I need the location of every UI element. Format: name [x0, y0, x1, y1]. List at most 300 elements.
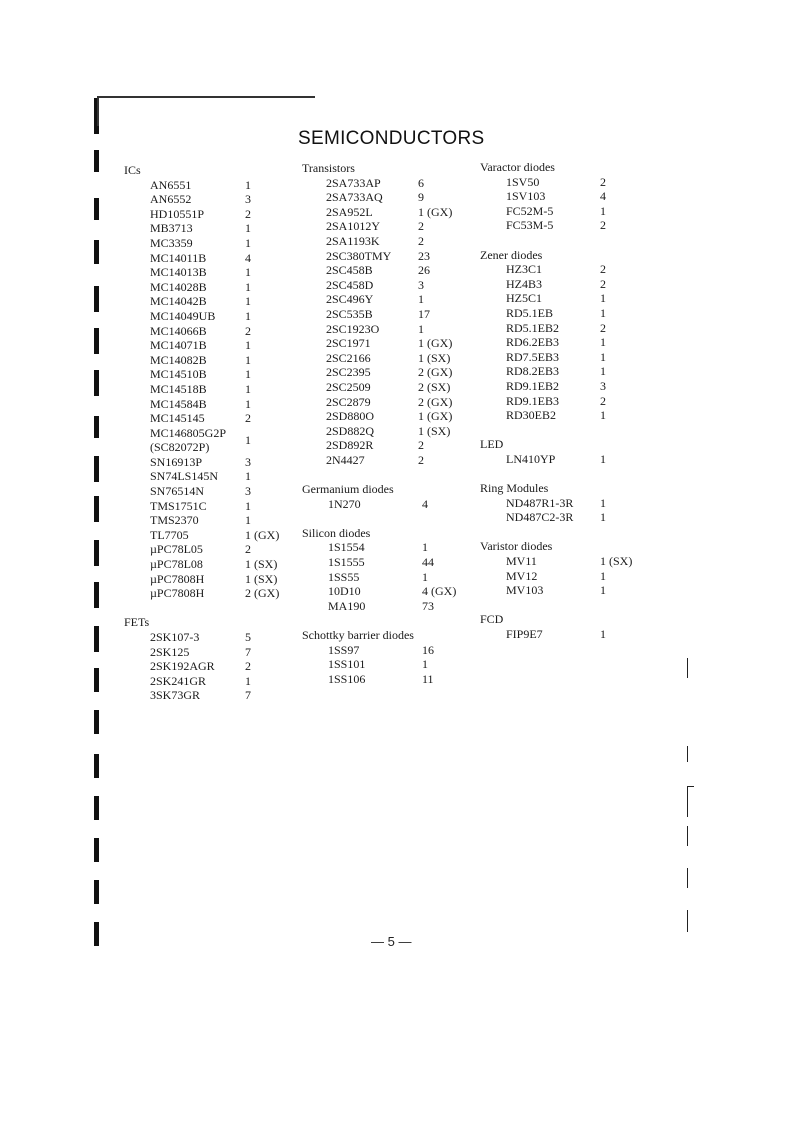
- list-item: [124, 353, 294, 368]
- quantity: 4: [600, 189, 606, 204]
- part-number: 2SC458B: [326, 263, 373, 278]
- list-item: [480, 306, 650, 321]
- quantity: 1: [245, 294, 251, 309]
- scan-edge-rule: [97, 96, 315, 98]
- quantity: 1: [422, 569, 428, 584]
- part-number: RD7.5EB3: [506, 349, 560, 364]
- list-item: [480, 291, 650, 306]
- quantity: 4: [422, 496, 428, 511]
- quantity: 1: [245, 432, 251, 447]
- part-number: MC14028B: [150, 279, 207, 294]
- quantity: 2: [600, 174, 606, 189]
- list-item: [302, 176, 472, 191]
- list-item: [124, 513, 294, 528]
- fets-list: [124, 630, 294, 703]
- schottky-list: [302, 643, 472, 687]
- quantity: 2: [418, 452, 424, 467]
- list-item: [302, 657, 472, 672]
- quantity: 1: [600, 627, 606, 641]
- quantity: 1: [245, 498, 251, 513]
- list-item: [124, 338, 294, 353]
- binding-mark: [94, 416, 99, 438]
- part-number: 1SV50: [506, 174, 540, 189]
- list-item: [302, 292, 472, 307]
- list-item: [124, 484, 294, 499]
- binding-mark: [94, 838, 99, 862]
- list-item: [302, 205, 472, 220]
- part-number: TL7705: [150, 527, 189, 542]
- part-number: 3SK73GR: [150, 688, 201, 703]
- section-heading: Varactor diodes: [480, 160, 555, 174]
- quantity: 17: [418, 306, 430, 321]
- list-item: [302, 249, 472, 264]
- list-item: [124, 280, 294, 295]
- quantity: 1: [600, 495, 606, 510]
- part-number: 2N4427: [326, 452, 365, 467]
- part-number: MC14518B: [150, 381, 207, 396]
- part-number: 2SC458D: [326, 277, 374, 292]
- ics-list: [124, 178, 294, 601]
- list-item: [124, 397, 294, 412]
- quantity: 1: [245, 673, 251, 688]
- list-item: [124, 426, 294, 455]
- binding-mark: [94, 880, 99, 904]
- part-number: ND487C2-3R: [506, 510, 574, 525]
- list-item: [480, 394, 650, 409]
- quantity: 2: [600, 218, 606, 233]
- list-item: [302, 219, 472, 234]
- section-heading: Germanium diodes: [302, 482, 394, 497]
- part-number: SN76514N: [150, 484, 205, 499]
- part-number: RD9.1EB2: [506, 378, 560, 393]
- quantity: 73: [422, 598, 434, 613]
- varactor-list: [480, 175, 650, 233]
- part-number: MC14082B: [150, 352, 207, 367]
- part-number: µPC7808H: [150, 571, 205, 586]
- list-item: [302, 424, 472, 439]
- list-item: [124, 674, 294, 689]
- quantity: 3: [245, 454, 251, 469]
- part-number: 1SS97: [328, 642, 360, 657]
- part-number: MC3359: [150, 235, 193, 250]
- part-number: AN6551: [150, 177, 192, 192]
- list-item: [124, 324, 294, 339]
- list-item: [480, 277, 650, 292]
- binding-mark: [94, 754, 99, 778]
- column-left: [124, 163, 294, 703]
- part-number: 2SC2395: [326, 365, 371, 380]
- list-item: [302, 599, 472, 614]
- part-number: 1SV103: [506, 189, 546, 204]
- scan-edge-mark: [687, 910, 688, 932]
- list-item: [480, 496, 650, 511]
- part-number: HZ3C1: [506, 262, 542, 277]
- column-middle: [302, 161, 472, 686]
- quantity: 2: [600, 393, 606, 408]
- part-number: µPC78L08: [150, 557, 203, 572]
- list-item: [480, 554, 650, 569]
- section-heading: Ring Modules: [480, 481, 549, 496]
- quantity: 1: [600, 364, 606, 379]
- part-number: MC146805G2P: [150, 425, 227, 440]
- list-item: [124, 645, 294, 660]
- part-number: HZ4B3: [506, 276, 542, 291]
- quantity: 2 (GX): [418, 394, 453, 409]
- quantity: 7: [245, 644, 251, 659]
- list-item: [480, 364, 650, 379]
- list-item: [302, 278, 472, 293]
- part-number: 2SC380TMY: [326, 248, 392, 263]
- quantity: 11: [422, 671, 434, 686]
- part-number: MC14013B: [150, 265, 207, 280]
- quantity: 1: [245, 469, 251, 484]
- binding-mark: [94, 668, 99, 692]
- list-item: [302, 365, 472, 380]
- quantity: 1: [245, 381, 251, 396]
- quantity: 3: [600, 378, 606, 393]
- list-item: [124, 469, 294, 484]
- list-item: [480, 189, 650, 204]
- scan-edge-mark: [687, 786, 694, 817]
- list-item: [302, 584, 472, 599]
- list-item: [124, 207, 294, 222]
- binding-mark: [94, 710, 99, 734]
- quantity: 1: [600, 510, 606, 525]
- quantity: 2 (GX): [418, 365, 453, 380]
- part-number: 2SK192AGR: [150, 659, 215, 674]
- binding-mark: [94, 240, 99, 264]
- section-heading: LED: [480, 437, 504, 452]
- list-item: [302, 307, 472, 322]
- part-number: MA190: [328, 598, 366, 613]
- quantity: 1: [245, 367, 251, 382]
- list-item: [302, 234, 472, 249]
- section-heading: ICs: [124, 163, 141, 177]
- quantity: 1 (SX): [418, 350, 451, 365]
- list-item: [302, 322, 472, 337]
- part-number: MB3713: [150, 221, 193, 236]
- quantity: 2: [245, 659, 251, 674]
- quantity: 1: [245, 513, 251, 528]
- list-item: [124, 659, 294, 674]
- quantity: 1 (GX): [418, 409, 453, 424]
- scan-edge-mark: [687, 868, 688, 888]
- part-number: 1SS106: [328, 671, 366, 686]
- binding-mark: [94, 796, 99, 820]
- binding-mark: [94, 370, 99, 396]
- part-number: 2SD882Q: [326, 423, 375, 438]
- part-number: MV103: [506, 583, 544, 598]
- quantity: 1: [600, 583, 606, 598]
- part-number: 2SA952L: [326, 204, 373, 219]
- part-number: µPC78L05: [150, 542, 203, 557]
- binding-mark: [94, 582, 99, 608]
- list-item: [480, 262, 650, 277]
- scan-edge-mark: [687, 826, 688, 846]
- quantity: 1: [600, 335, 606, 350]
- list-item: [124, 455, 294, 470]
- binding-mark: [94, 496, 99, 522]
- zener-list: [480, 262, 650, 423]
- quantity: 1: [422, 657, 428, 672]
- list-item: [124, 221, 294, 236]
- list-item: [302, 643, 472, 658]
- part-number: SN74LS145N: [150, 469, 219, 484]
- quantity: 1: [245, 338, 251, 353]
- quantity: 1: [245, 279, 251, 294]
- quantity: 1: [600, 408, 606, 423]
- quantity: 1: [245, 177, 251, 192]
- quantity: 16: [422, 642, 434, 657]
- part-number: FC52M-5: [506, 203, 554, 218]
- quantity: 1: [245, 221, 251, 236]
- part-number: RD6.2EB3: [506, 335, 560, 350]
- quantity: 1: [245, 396, 251, 411]
- list-item: [480, 321, 650, 336]
- quantity: 2 (GX): [245, 586, 280, 601]
- list-item: [302, 409, 472, 424]
- part-number: 2SK125: [150, 644, 190, 659]
- section-heading: Varistor diodes: [480, 539, 553, 554]
- part-number: SN16913P: [150, 454, 203, 469]
- section-heading: Zener diodes: [480, 247, 543, 262]
- page-title: SEMICONDUCTORS: [298, 128, 485, 149]
- part-number: MC145145: [150, 411, 205, 426]
- list-item: [480, 408, 650, 423]
- part-number: 2SC1971: [326, 336, 371, 351]
- binding-mark: [94, 198, 99, 220]
- list-item: [124, 557, 294, 572]
- part-number: 1SS101: [328, 657, 366, 672]
- quantity: 7: [245, 688, 251, 703]
- quantity: 3: [245, 484, 251, 499]
- list-item: [124, 630, 294, 645]
- list-item: [480, 335, 650, 350]
- list-item: [302, 351, 472, 366]
- quantity: 1: [600, 568, 606, 583]
- list-item: [480, 204, 650, 219]
- germanium-list: [302, 497, 472, 512]
- varistor-list: [480, 554, 650, 598]
- list-item: [302, 190, 472, 205]
- led-list: [480, 452, 650, 467]
- binding-mark: [94, 456, 99, 482]
- quantity: 1 (SX): [418, 423, 451, 438]
- quantity: 1: [418, 292, 424, 307]
- part-number: 2SC2509: [326, 379, 371, 394]
- binding-mark: [94, 150, 99, 172]
- list-item: [480, 583, 650, 598]
- list-item: [124, 294, 294, 309]
- scan-edge-mark: [687, 658, 688, 678]
- quantity: 1 (GX): [245, 527, 280, 542]
- scan-edge-rule: [97, 96, 99, 126]
- binding-mark: [94, 540, 99, 566]
- part-number: MC14066B: [150, 323, 207, 338]
- part-number: ND487R1-3R: [506, 495, 574, 510]
- list-item: [124, 382, 294, 397]
- quantity: 4 (GX): [422, 584, 457, 599]
- section-heading: Transistors: [302, 161, 355, 175]
- part-number: 1S1554: [328, 540, 365, 555]
- list-item: [124, 542, 294, 557]
- part-number: TMS1751C: [150, 498, 207, 513]
- list-item: [480, 452, 650, 467]
- list-item: [124, 528, 294, 543]
- quantity: 1: [600, 451, 606, 466]
- quantity: 1 (GX): [418, 336, 453, 351]
- quantity: 9: [418, 190, 424, 205]
- quantity: 5: [245, 630, 251, 644]
- list-item: [302, 540, 472, 555]
- list-item: [480, 569, 650, 584]
- part-number: MC14071B: [150, 338, 207, 353]
- quantity: 1: [245, 265, 251, 280]
- list-item: [124, 688, 294, 703]
- part-number: 2SK107-3: [150, 630, 200, 644]
- quantity: 2: [600, 320, 606, 335]
- page-number: — 5 —: [371, 934, 412, 949]
- list-item: [124, 265, 294, 280]
- column-right: [480, 160, 650, 642]
- binding-mark: [94, 922, 99, 946]
- quantity: 26: [418, 263, 430, 278]
- quantity: 1: [245, 352, 251, 367]
- part-number: 2SA1012Y: [326, 219, 381, 234]
- scan-edge-mark: [687, 746, 688, 762]
- part-number: MC14584B: [150, 396, 207, 411]
- list-item: [302, 497, 472, 512]
- list-item: [480, 510, 650, 525]
- list-item: [124, 572, 294, 587]
- list-item: [302, 336, 472, 351]
- list-item: [124, 178, 294, 193]
- part-number-alt: (SC82072P): [150, 440, 210, 455]
- part-number: TMS2370: [150, 513, 199, 528]
- part-number: µPC7808H: [150, 586, 205, 601]
- quantity: 2: [245, 206, 251, 221]
- list-item: [124, 192, 294, 207]
- section-heading: Schottky barrier diodes: [302, 628, 414, 642]
- quantity: 1: [600, 305, 606, 320]
- part-number: FC53M-5: [506, 218, 554, 233]
- quantity: 44: [422, 555, 434, 570]
- quantity: 2: [600, 262, 606, 277]
- list-item: [302, 438, 472, 453]
- part-number: MV11: [506, 554, 537, 569]
- list-item: [124, 367, 294, 382]
- part-number: 2SK241GR: [150, 673, 207, 688]
- list-item: [302, 570, 472, 585]
- quantity: 1: [245, 308, 251, 323]
- part-number: 2SC535B: [326, 306, 373, 321]
- part-number: RD9.1EB3: [506, 393, 560, 408]
- list-item: [480, 175, 650, 190]
- part-number: 2SC2879: [326, 394, 371, 409]
- part-number: FIP9E7: [506, 627, 543, 641]
- quantity: 2: [245, 411, 251, 426]
- binding-mark: [94, 328, 99, 354]
- part-number: 2SC1923O: [326, 321, 380, 336]
- list-item: [302, 672, 472, 687]
- quantity: 1: [422, 540, 428, 555]
- list-item: [124, 411, 294, 426]
- quantity: 2: [600, 276, 606, 291]
- ring-list: [480, 496, 650, 525]
- list-item: [124, 236, 294, 251]
- quantity: 3: [245, 192, 251, 207]
- list-item: [480, 218, 650, 233]
- part-number: 2SC496Y: [326, 292, 374, 307]
- part-number: 1N270: [328, 496, 361, 511]
- part-number: HZ5C1: [506, 291, 542, 306]
- quantity: 3: [418, 277, 424, 292]
- part-number: MC14042B: [150, 294, 207, 309]
- quantity: 1 (SX): [245, 571, 278, 586]
- section-heading: FCD: [480, 612, 504, 627]
- quantity: 1: [418, 321, 424, 336]
- quantity: 1: [600, 349, 606, 364]
- list-item: [480, 379, 650, 394]
- list-item: [302, 453, 472, 468]
- quantity: 1: [600, 203, 606, 218]
- part-number: RD30EB2: [506, 408, 557, 423]
- list-item: [480, 350, 650, 365]
- part-number: 2SA1193K: [326, 233, 380, 248]
- quantity: 2: [245, 542, 251, 557]
- part-number: MV12: [506, 568, 538, 583]
- quantity: 1: [245, 235, 251, 250]
- quantity: 2: [245, 323, 251, 338]
- part-number: 2SC2166: [326, 350, 371, 365]
- part-number: 2SA733AQ: [326, 190, 383, 205]
- quantity: 1 (GX): [418, 204, 453, 219]
- binding-mark: [94, 286, 99, 312]
- part-number: 2SA733AP: [326, 175, 381, 190]
- quantity: 2: [418, 219, 424, 234]
- part-number: MC14049UB: [150, 308, 216, 323]
- part-number: 10D10: [328, 584, 361, 599]
- quantity: 1 (SX): [245, 557, 278, 572]
- list-item: [480, 627, 650, 642]
- part-number: RD5.1EB2: [506, 320, 560, 335]
- list-item: [124, 309, 294, 324]
- section-heading: Silicon diodes: [302, 525, 371, 540]
- binding-mark: [94, 626, 99, 652]
- part-number: LN410YP: [506, 451, 556, 466]
- part-number: RD8.2EB3: [506, 364, 560, 379]
- silicon-list: [302, 540, 472, 613]
- part-number: 1S1555: [328, 555, 365, 570]
- list-item: [124, 586, 294, 601]
- transistors-list: [302, 176, 472, 468]
- part-number: AN6552: [150, 192, 192, 207]
- part-number: RD5.1EB: [506, 305, 554, 320]
- fcd-list: [480, 627, 650, 642]
- quantity: 6: [418, 175, 424, 190]
- quantity: 23: [418, 248, 430, 263]
- part-number: 2SD892R: [326, 438, 374, 453]
- quantity: 2: [418, 438, 424, 453]
- quantity: 2 (SX): [418, 379, 451, 394]
- list-item: [124, 251, 294, 266]
- list-item: [302, 555, 472, 570]
- quantity: 1 (SX): [600, 554, 633, 569]
- list-item: [302, 395, 472, 410]
- part-number: 2SD880O: [326, 409, 375, 424]
- list-item: [302, 380, 472, 395]
- quantity: 4: [245, 250, 251, 265]
